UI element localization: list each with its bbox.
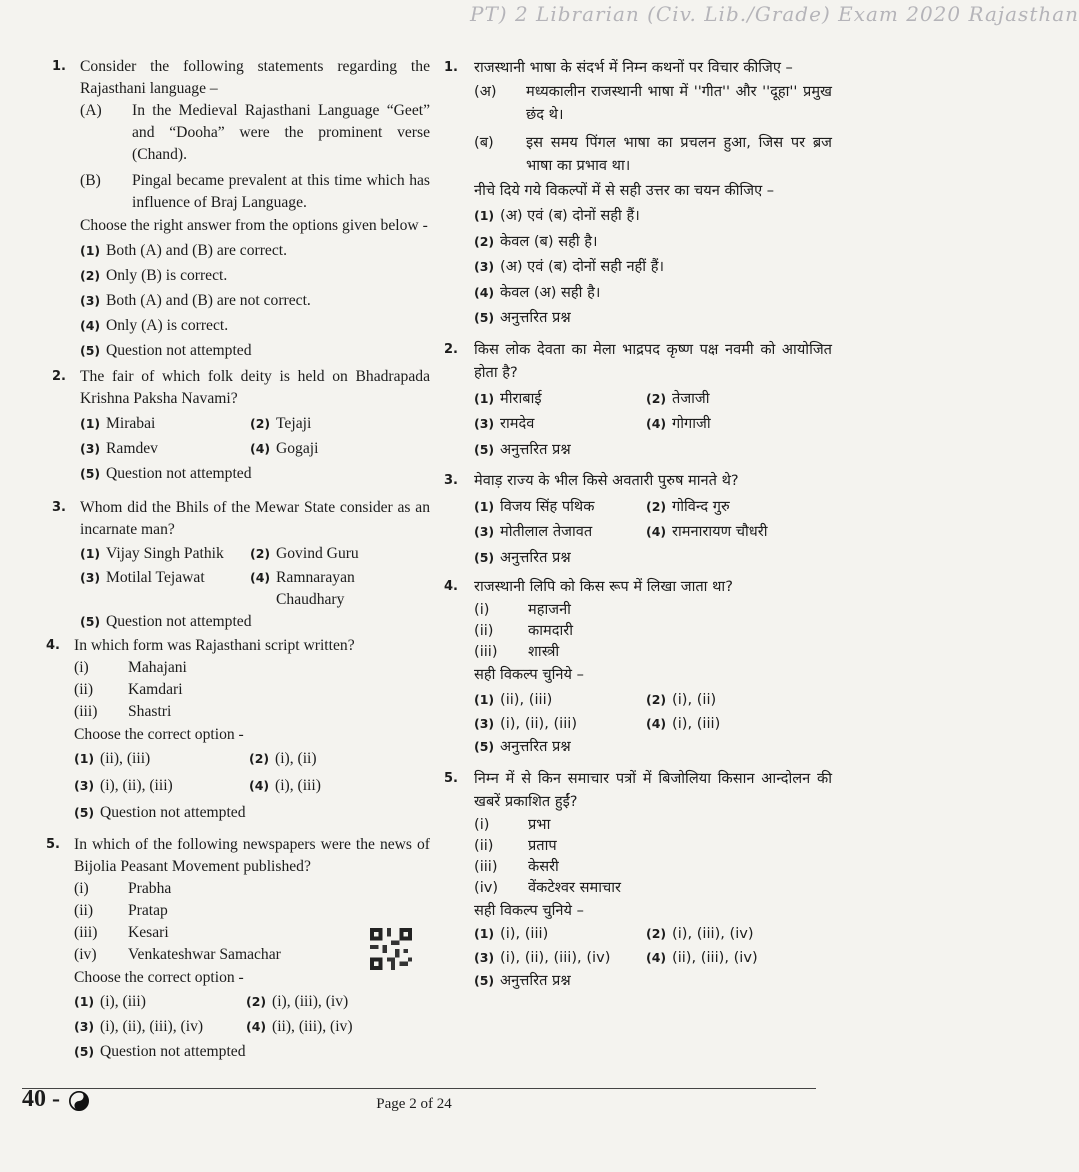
- option-3: (3) Ramdev: [80, 440, 158, 457]
- item-iv: (iv) वेंकटेश्वर समाचार: [474, 878, 621, 896]
- item-ii: (ii) Kamdari: [74, 681, 183, 698]
- question-number: 1.: [52, 59, 66, 74]
- option-5: (5) अनुत्तरित प्रश्न: [474, 548, 571, 566]
- item-ii: (ii) प्रताप: [474, 836, 557, 854]
- statement-b: (ब) इस समय पिंगल भाषा का प्रचलन हुआ, जिस पर ब्रज भाषा का प्रभाव था।: [474, 133, 832, 174]
- option-1: (1) Both (A) and (B) are correct.: [80, 242, 287, 259]
- question-number: 1.: [444, 60, 458, 75]
- hindi-column: [440, 56, 832, 993]
- option-2: (2) Tejaji: [250, 415, 312, 432]
- statement-b: (B) Pingal became prevalent at this time which has influence of Braj Language.: [80, 172, 430, 211]
- question-hi-1: [440, 56, 832, 330]
- question-hi-3: [440, 469, 832, 569]
- option-2: (2) तेजाजी: [646, 389, 710, 407]
- option-3: (3) मोतीलाल तेजावत: [474, 523, 593, 540]
- option-5: (5) Question not attempted: [80, 342, 252, 359]
- option-5: (5) Question not attempted: [80, 465, 252, 482]
- option-2: (2) केवल (ब) सही है।: [474, 232, 598, 250]
- option-3: (3) (i), (ii), (iii), (iv): [474, 948, 611, 966]
- option-5: (5) Question not attempted: [80, 613, 252, 630]
- instruction: सही विकल्प चुनिये –: [474, 665, 584, 683]
- question-hi-4: [440, 575, 832, 759]
- option-2: (2) (i), (ii): [646, 691, 717, 708]
- option-5: (5) अनुत्तरित प्रश्न: [474, 972, 571, 989]
- option-1: (1) (i), (iii): [74, 993, 146, 1010]
- qr-code-icon: [370, 928, 412, 970]
- question-number: 2.: [444, 341, 458, 357]
- option-5: (5) Question not attempted: [74, 1043, 246, 1060]
- option-1: (1) Mirabai: [80, 415, 156, 432]
- question-number: 4.: [444, 579, 458, 594]
- question-hi-2: [440, 338, 832, 462]
- item-i: (i) महाजनी: [474, 600, 571, 618]
- instruction: नीचे दिये गये विकल्पों में से सही उत्तर का चयन कीजिए –: [474, 181, 775, 199]
- option-3: (3) (अ) एवं (ब) दोनों सही नहीं हैं।: [474, 258, 664, 275]
- handwritten-note: PT) 2 Librarian (Civ. Lib./Grade) Exam 2020 Rajasthan: [470, 2, 1079, 26]
- instruction: Choose the correct option -: [74, 969, 244, 986]
- option-5: (5) Question not attempted: [74, 804, 246, 821]
- option-2: (2) (i), (ii): [249, 750, 317, 767]
- option-4: (4) रामनारायण चौधरी: [646, 523, 768, 540]
- question-number: 5.: [46, 837, 60, 852]
- option-3: (3) (i), (ii), (iii): [474, 714, 578, 732]
- item-ii: (ii) कामदारी: [474, 621, 573, 639]
- item-i: (i) Prabha: [74, 880, 172, 897]
- question-number: 3.: [444, 473, 458, 488]
- question-en-2: [52, 366, 430, 485]
- option-1: (1) (i), (iii): [474, 925, 549, 942]
- item-iii: (iii) Shastri: [74, 703, 172, 720]
- statement-a: (A) In the Medieval Rajasthani Language “Geet” and “Dooha” were the prominent verse (Chand).: [80, 102, 430, 163]
- page-of-label: Page 2 of 24: [376, 1096, 452, 1112]
- instruction: Choose the right answer from the options given below -: [80, 217, 428, 234]
- option-3: (3) Both (A) and (B) are not correct.: [80, 292, 311, 309]
- option-4: (4) (ii), (iii), (iv): [646, 948, 758, 966]
- item-iv: (iv) Venkateshwar Samachar: [74, 946, 281, 963]
- item-i: (i) प्रभा: [474, 815, 551, 833]
- footer-divider: [22, 1088, 816, 1089]
- question-stem: In which of the following newspapers were the news of Bijolia Peasant Movement published?: [74, 836, 430, 875]
- option-4: (4) (i), (iii): [646, 714, 721, 732]
- option-5: (5) अनुत्तरित प्रश्न: [474, 309, 571, 326]
- option-3: (3) रामदेव: [474, 415, 535, 432]
- question-en-3: [52, 497, 430, 633]
- question-stem: Consider the following statements regarding the Rajasthani language –: [80, 58, 430, 97]
- option-4: (4) Gogaji: [250, 440, 319, 457]
- question-stem: किस लोक देवता का मेला भाद्रपद कृष्ण पक्ष नवमी को आयोजित होता है?: [474, 340, 832, 381]
- question-number: 5.: [444, 770, 458, 786]
- question-number: 4.: [46, 638, 60, 653]
- option-4: (4) (ii), (iii), (iv): [246, 1018, 353, 1035]
- question-hi-5: [440, 767, 832, 993]
- option-2: (2) (i), (iii), (iv): [646, 925, 754, 942]
- option-5: (5) अनुत्तरित प्रश्न: [474, 440, 571, 458]
- instruction: Choose the correct option -: [74, 726, 244, 743]
- item-iii: (iii) केसरी: [474, 857, 559, 875]
- question-stem: In which form was Rajasthani script written?: [74, 637, 355, 654]
- option-3: (3) (i), (ii), (iii), (iv): [74, 1018, 204, 1035]
- page-number: 40 -: [22, 1086, 60, 1112]
- option-1: (1) मीराबाई: [474, 389, 542, 407]
- option-3: (3) Motilal Tejawat: [80, 569, 205, 586]
- question-en-4: [46, 635, 430, 824]
- option-4: (4) गोगाजी: [646, 415, 711, 432]
- item-iii: (iii) शास्त्री: [474, 642, 560, 660]
- option-1: (1) (अ) एवं (ब) दोनों सही हैं।: [474, 207, 640, 224]
- option-2: (2) Only (B) is correct.: [80, 267, 228, 284]
- option-2: (2) (i), (iii), (iv): [246, 993, 349, 1010]
- item-i: (i) Mahajani: [74, 659, 187, 676]
- option-1: (1) Vijay Singh Pathik: [80, 545, 224, 562]
- option-4: (4) (i), (iii): [249, 777, 321, 794]
- question-stem: राजस्थानी भाषा के संदर्भ में निम्न कथनों पर विचार कीजिए –: [474, 59, 793, 76]
- option-1: (1) (ii), (iii): [74, 750, 151, 767]
- option-1: (1) विजय सिंह पथिक: [474, 497, 595, 515]
- option-4: (4) केवल (अ) सही है।: [474, 283, 601, 301]
- question-en-1: [52, 56, 430, 362]
- option-5: (5) अनुत्तरित प्रश्न: [474, 738, 571, 755]
- instruction: सही विकल्प चुनिये –: [474, 901, 584, 919]
- question-number: 3.: [52, 500, 66, 515]
- statement-a: (अ) मध्यकालीन राजस्थानी भाषा में ''गीत'' और ''दूहा'' प्रमुख छंद थे।: [474, 82, 832, 123]
- option-4: (4) Ramnarayan Chaudhary: [250, 569, 355, 608]
- option-1: (1) (ii), (iii): [474, 691, 553, 708]
- option-4: (4) Only (A) is correct.: [80, 317, 229, 334]
- question-stem: राजस्थानी लिपि को किस रूप में लिखा जाता था?: [474, 578, 733, 595]
- question-stem: मेवाड़ राज्य के भील किसे अवतारी पुरुष मानते थे?: [474, 472, 739, 489]
- option-2: (2) गोविन्द गुरु: [646, 497, 730, 515]
- question-stem: Whom did the Bhils of the Mewar State consider as an incarnate man?: [80, 499, 430, 538]
- question-number: 2.: [52, 369, 66, 384]
- item-ii: (ii) Pratap: [74, 902, 168, 919]
- question-stem: निम्न में से किन समाचार पत्रों में बिजोलिया किसान आन्दोलन की खबरें प्रकाशित हुईं?: [474, 769, 832, 810]
- option-3: (3) (i), (ii), (iii): [74, 777, 173, 794]
- item-iii: (iii) Kesari: [74, 924, 169, 941]
- question-stem: The fair of which folk deity is held on Bhadrapada Krishna Paksha Navami?: [80, 368, 430, 407]
- english-column: [46, 56, 430, 1063]
- option-2: (2) Govind Guru: [250, 545, 359, 562]
